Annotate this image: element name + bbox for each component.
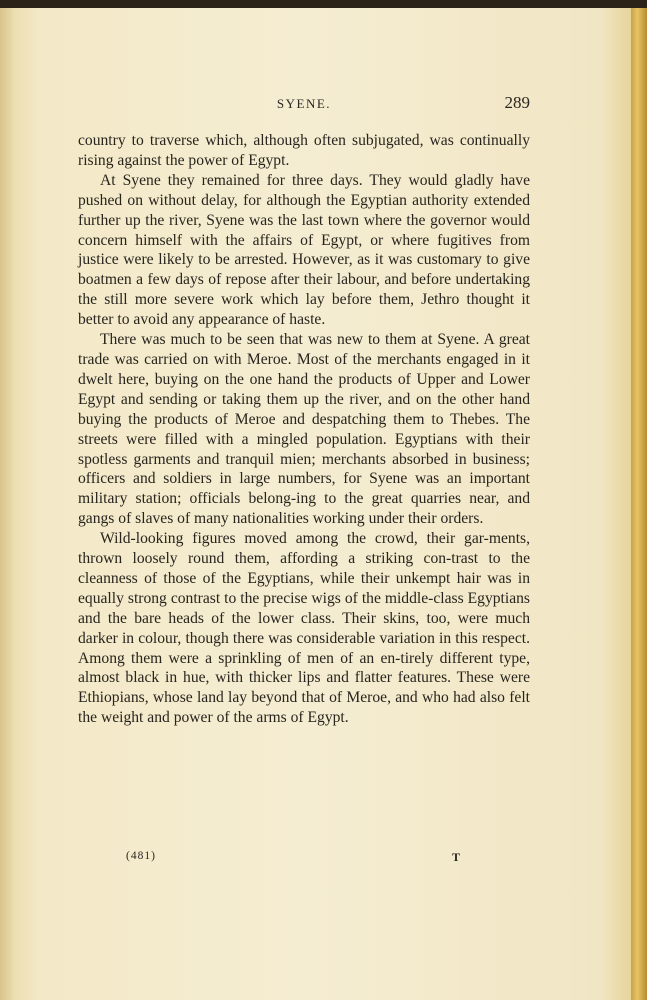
paragraph-continued: country to traverse which, although often subjugated, was continually rising against the power of Egypt. bbox=[78, 132, 530, 169]
page-gutter-shadow bbox=[0, 8, 14, 1000]
signature-mark: T bbox=[452, 850, 461, 864]
scan-top-edge bbox=[0, 0, 647, 8]
paragraph: At Syene they remained for three days. They would gladly have pushed on without delay, for although the Egyptian authority extended further up the river, Syene was the last town where the governor would concern himself with the affairs of Egypt, or where fugitives from justice were likely to be arrested. However, as it was customary to give boatmen a few days of repose after their labour, and before undertaking the still more severe work which lay before them, Jethro thought it better to avoid any appearance of haste. bbox=[78, 171, 530, 329]
book-fore-edge bbox=[631, 8, 647, 1000]
running-head: SYENE. bbox=[276, 96, 332, 111]
printer-code: (481) bbox=[126, 850, 156, 862]
page-header bbox=[78, 93, 530, 117]
paragraph: There was much to be seen that was new to them at Syene. A great trade was carried on with Meroe. Most of the merchants engaged in it dwelt here, buying on the one hand the products of Upper and Lower Egypt and sending or taking them up the river, and on the other hand buying the products of Meroe and despatching them to Thebes. The streets were filled with a mingled population. Egyptians with their spotless garments and tranquil mien; merchants absorbed in business; officers and soldiers in large numbers, for Syene was an important military station; officials belong-ing to the great quarries near, and gangs of slaves of many nationalities working under their orders. bbox=[78, 331, 530, 528]
body-text bbox=[78, 131, 530, 728]
page-number: 289 bbox=[504, 93, 530, 112]
paragraph: Wild-looking figures moved among the crowd, their gar-ments, thrown loosely round them, affording a striking con-trast to the cleanness of those of the Egyptians, while their unkempt hair was in equally strong contrast to the precise wigs of the middle-class Egyptians and the bare heads of the lower class. Their skins, too, were much darker in colour, though there was considerable variation in this respect. Among them were a sprinkling of men of an en-tirely different type, almost black in hue, with thicker lips and flatter features. These were Ethiopians, whose land lay beyond that of Meroe, and who had also felt the weight and power of the arms of Egypt. bbox=[78, 530, 530, 727]
page-footer bbox=[78, 850, 530, 868]
